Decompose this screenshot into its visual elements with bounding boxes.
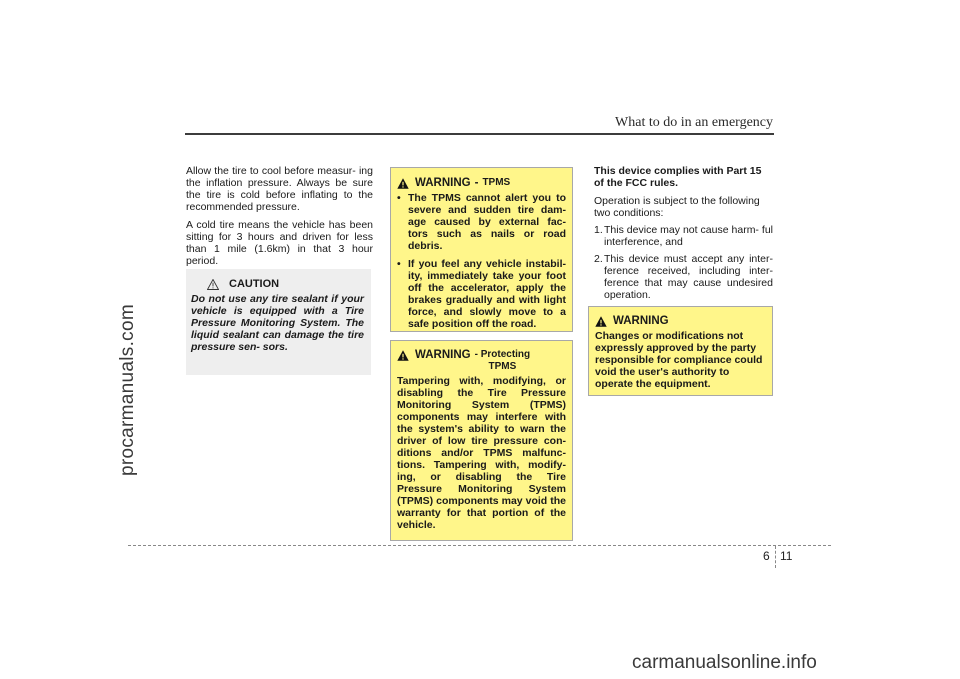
- cold-tire-paragraph: A cold tire means the vehicle has been sitting for 3 hours and driven for less than 1 mile (1.6km) in that 3 hour period.: [186, 219, 373, 267]
- warning-protecting-subtitle: [475, 349, 531, 373]
- warning-tpms-title: WARNING: [415, 177, 471, 189]
- fcc-intro: Operation is subject to the following two conditions:: [594, 195, 760, 219]
- warning-fcc-title: WARNING: [613, 315, 669, 327]
- warning-tpms-subtitle: TPMS: [482, 177, 511, 188]
- warning-fcc-body: Changes or modifications not expressly approved by the party responsible for compliance could void the user's authority to operate the equipment.: [595, 330, 763, 390]
- warning-protecting-header: [397, 349, 566, 373]
- caution-title: CAUTION: [229, 278, 280, 290]
- caution-box: [186, 269, 371, 375]
- bottom-watermark: carmanualsonline.info: [632, 652, 817, 673]
- list-item-text: If you feel any vehicle instabil- ity, immediately take your foot off the accelerator, apply the brakes gradually and with light force, and slowly move to a safe position off the road.: [408, 258, 566, 330]
- list-item: [594, 253, 773, 301]
- list-item: [397, 192, 566, 252]
- warning-triangle-icon: [595, 316, 607, 327]
- warning-protecting-box: [390, 340, 573, 541]
- warning-tpms-header: [397, 177, 566, 189]
- list-number: 2.: [594, 253, 603, 265]
- bullet: •: [397, 192, 401, 204]
- warning-tpms-list: [397, 192, 566, 330]
- warning-tpms-box: [390, 167, 573, 332]
- warning-fcc-box: [588, 306, 773, 396]
- chapter-number: 6: [763, 549, 770, 563]
- list-item: [397, 258, 566, 330]
- warning-triangle-icon: [397, 350, 409, 361]
- section-title: What to do in an emergency: [615, 115, 773, 130]
- caution-body: Do not use any tire sealant if your vehicle is equipped with a Tire Pressure Monitoring System. The liquid sealant can damage the tire pressure sen- sors.: [191, 293, 364, 353]
- header-rule: [185, 133, 774, 135]
- footer-rule: [128, 545, 831, 546]
- list-number: 1.: [594, 224, 603, 236]
- fcc-column: [594, 165, 773, 306]
- list-item-text: This device may not cause harm- ful interference, and: [604, 224, 773, 248]
- fcc-compliance: This device complies with Part 15 of the FCC rules.: [594, 165, 762, 189]
- warning-triangle-icon: [397, 178, 409, 189]
- warning-protecting-body: Tampering with, modifying, or disabling the Tire Pressure Monitoring System (TPMS) components may interfere with the system's ability to warn the driver of low tire pressure con- ditions and/or TPMS malfunc- tions. Tampering with, modify- ing, or disabling the Tire Pressure Monitoring System (TPMS) components may void the warranty for that portion of the vehicle.: [397, 375, 566, 531]
- intro-column: [186, 165, 373, 273]
- list-item-text: The TPMS cannot alert you to severe and sudden tire dam- age caused by external fac- tors such as nails or road debris.: [408, 192, 566, 252]
- fcc-conditions: [594, 224, 773, 301]
- cooling-paragraph: Allow the tire to cool before measur- ing the inflation pressure. Always be sure the tire is cold before inflating to the recommended pressure.: [186, 165, 373, 213]
- warning-fcc-header: [595, 315, 766, 327]
- bullet: •: [397, 258, 401, 270]
- subtitle-line: TPMS: [488, 361, 517, 372]
- warning-tpms-dash: -: [474, 177, 479, 189]
- warning-protecting-title: WARNING: [415, 349, 471, 361]
- list-item-text: This device must accept any inter- ference received, including inter- ference that may cause undesired operation.: [604, 253, 773, 301]
- subtitle-line: - Protecting: [474, 349, 531, 360]
- list-item: [594, 224, 773, 248]
- caution-triangle-icon: [207, 279, 219, 290]
- side-watermark: procarmanuals.com: [117, 304, 138, 476]
- caution-header: [207, 278, 364, 290]
- page-number-divider: [775, 546, 776, 568]
- page-number: 11: [780, 549, 793, 563]
